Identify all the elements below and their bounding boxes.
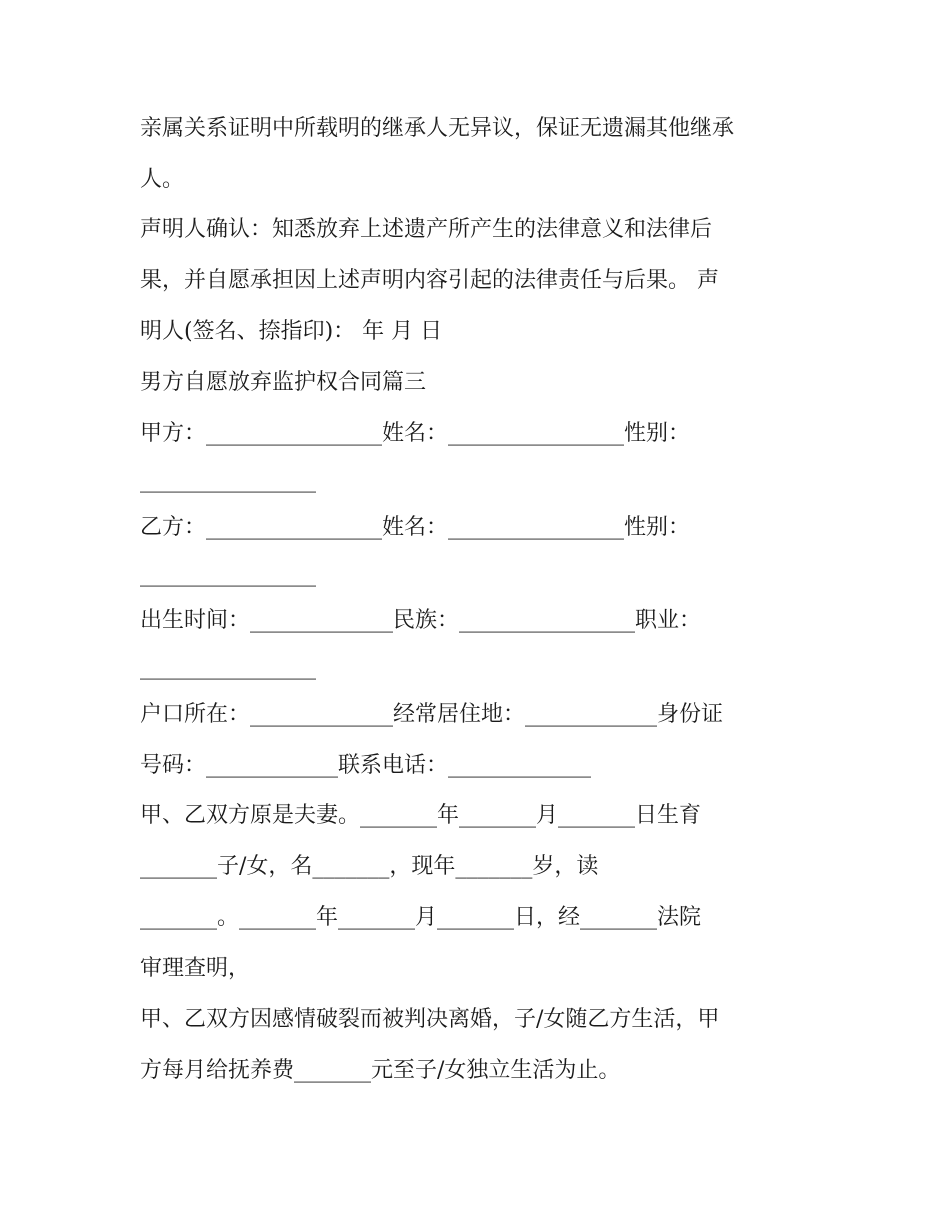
text-line: _______。_______年_______月_______日，经_______法院 bbox=[140, 905, 702, 930]
text-line: 明人(签名、捺指印)： 年 月 日 bbox=[140, 319, 443, 344]
text-line: 声明人确认：知悉放弃上述遗产所产生的法律意义和法律后 bbox=[140, 217, 713, 242]
text-line: 人。 bbox=[140, 167, 185, 192]
form-line: 出生时间：_____________民族：________________职业： bbox=[140, 608, 702, 633]
section-heading: 男方自愿放弃监护权合同篇三 bbox=[140, 370, 427, 395]
form-line: ________________ bbox=[140, 655, 316, 680]
text-line: 甲、乙双方原是夫妻。_______年_______月_______日生育 bbox=[140, 803, 702, 828]
form-line: 户口所在：_____________经常居住地：____________身份证 bbox=[140, 702, 724, 727]
form-line: ________________ bbox=[140, 562, 316, 587]
text-line: 方每月给抚养费_______元至子/女独立生活为止。 bbox=[140, 1058, 621, 1083]
text-line: 甲、乙双方因感情破裂而被判决离婚，子/女随乙方生活，甲 bbox=[140, 1007, 720, 1032]
text-line: 果，并自愿承担因上述声明内容引起的法律责任与后果。 声 bbox=[140, 268, 719, 293]
form-line: 号码：____________联系电话：_____________ bbox=[140, 753, 592, 778]
text-line: 亲属关系证明中所载明的继承人无异议，保证无遗漏其他继承 bbox=[140, 116, 735, 141]
text-line: _______子/女，名_______，现年_______岁，读 bbox=[140, 854, 599, 879]
text-line: 审理查明， bbox=[140, 956, 251, 981]
form-line: 乙方：________________姓名：________________性别： bbox=[140, 515, 691, 540]
form-line: ________________ bbox=[140, 468, 316, 493]
form-line: 甲方：________________姓名：________________性别： bbox=[140, 421, 691, 446]
